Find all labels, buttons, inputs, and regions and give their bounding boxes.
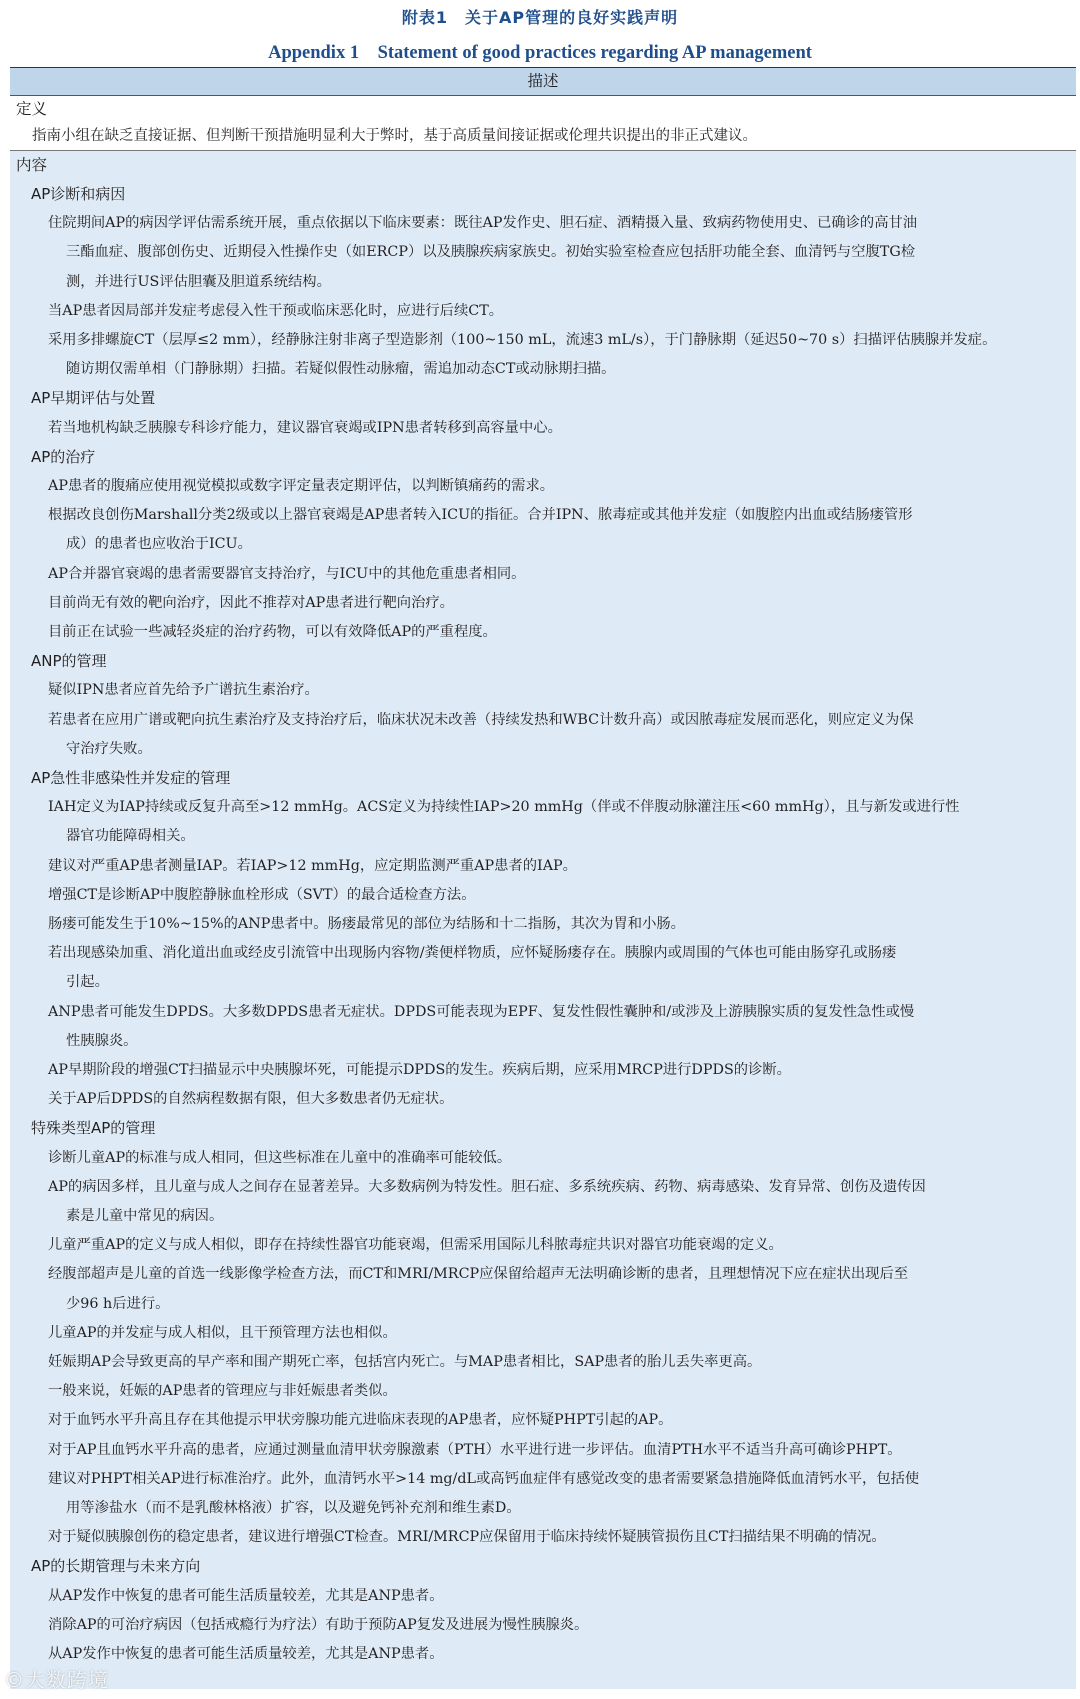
statement-line: 采用多排螺旋CT（层厚≤2 mm），经静脉注射非离子型造影剂（100~150 mL，流速3 mL/s），于门静脉期（延迟50~70 s）扫描评估胰腺并发症。 xyxy=(48,332,997,348)
section-title: AP诊断和病因 xyxy=(31,185,126,203)
practice-statement xyxy=(10,1640,1076,1669)
statement-line: 从AP发作中恢复的患者可能生活质量较差，尤其是ANP患者。 xyxy=(48,1587,444,1604)
statement-line: AP合并器官衰竭的患者需要器官支持治疗，与ICU中的其他危重患者相同。 xyxy=(48,565,526,582)
definition-label: 定义 xyxy=(16,100,48,118)
practice-statement xyxy=(10,881,1076,910)
table-header: 描述 xyxy=(10,68,1076,96)
section-title: AP的治疗 xyxy=(31,447,96,466)
practice-statement xyxy=(10,1465,1076,1523)
practice-statement xyxy=(10,1056,1076,1085)
statement-line: 目前尚无有效的靶向治疗，因此不推荐对AP患者进行靶向治疗。 xyxy=(48,594,454,611)
practice-statement xyxy=(10,1231,1076,1260)
content-section xyxy=(10,647,1076,764)
statement-line: 根据改良创伤Marshall分类2级或以上器官衰竭是AP患者转入ICU的指征。合并IPN、脓毒症或其他并发症（如腹腔内出血或结肠瘘管形 xyxy=(48,507,913,524)
statement-line: 儿童AP的并发症与成人相似，且干预管理方法也相似。 xyxy=(48,1324,397,1341)
statement-line: 若患者在应用广谱或靶向抗生素治疗及支持治疗后，临床状况未改善（持续发热和WBC计数升高）或因脓毒症发展而恶化，则应定义为保 xyxy=(48,711,914,728)
statement-line: 儿童严重AP的定义与成人相似，即存在持续性器官功能衰竭，但需采用国际儿科脓毒症共识对器官功能衰竭的定义。 xyxy=(48,1237,783,1254)
statement-line: 妊娠期AP会导致更高的早产率和围产期死亡率，包括宫内死亡。与MAP患者相比，SAP患者的胎儿丢失率更高。 xyxy=(48,1354,762,1371)
section-title: ANP的管理 xyxy=(31,652,107,671)
practice-statement xyxy=(10,472,1076,501)
statement-line: 对于疑似胰腺创伤的稳定患者，建议进行增强CT检查。MRI/MRCP应保留用于临床持续怀疑胰管损伤且CT扫描结果不明确的情况。 xyxy=(48,1529,886,1546)
statement-line: 目前正在试验一些减轻炎症的治疗药物，可以有效降低AP的严重程度。 xyxy=(48,624,497,640)
content-sections xyxy=(10,180,1076,1669)
statement-line: 少96 h后进行。 xyxy=(66,1295,170,1312)
statement-line: 疑似IPN患者应首先给予广谱抗生素治疗。 xyxy=(48,682,319,699)
practice-statement xyxy=(10,1436,1076,1465)
content-section xyxy=(10,180,1076,384)
statement-line: 成）的患者也应收治于ICU。 xyxy=(66,536,252,553)
statement-line: 增强CT是诊断AP中腹腔静脉血栓形成（SVT）的最合适检查方法。 xyxy=(48,886,476,903)
statement-line: 建议对严重AP患者测量IAP。若IAP>12 mmHg，应定期监测严重AP患者的IAP。 xyxy=(48,857,577,874)
practice-statement xyxy=(10,560,1076,589)
practice-statement xyxy=(10,414,1076,443)
practice-statement xyxy=(10,618,1076,647)
statement-line: 经腹部超声是儿童的首选一线影像学检查方法，而CT和MRI/MRCP应保留给超声无法明确诊断的患者，且理想情况下应在症状出现后至 xyxy=(48,1266,909,1283)
statement-line: 诊断儿童AP的标准与成人相同，但这些标准在儿童中的准确率可能较低。 xyxy=(48,1149,512,1166)
content-section xyxy=(10,1114,1076,1552)
practice-statement xyxy=(10,676,1076,705)
practice-statement xyxy=(10,706,1076,764)
content-block xyxy=(10,151,1076,1689)
statement-line: 器官功能障碍相关。 xyxy=(66,828,195,845)
content-section xyxy=(10,1552,1076,1669)
statement-line: AP的病因多样，且儿童与成人之间存在显著差异。大多数病例为特发性。胆石症、多系统疾病、药物、病毒感染、发育异常、创伤及遗传因 xyxy=(48,1178,926,1195)
statement-line: AP患者的腹痛应使用视觉模拟或数字评定量表定期评估，以判断镇痛药的需求。 xyxy=(48,477,555,494)
practice-statement xyxy=(10,501,1076,559)
practice-statement xyxy=(10,998,1076,1056)
statement-line: 引起。 xyxy=(66,974,109,991)
practice-statement xyxy=(10,1582,1076,1611)
statement-line: IAH定义为IAP持续或反复升高至>12 mmHg。ACS定义为持续性IAP>20 mmHg（伴或不伴腹动脉灌注压<60 mmHg），且与新发或进行性 xyxy=(48,799,960,816)
statement-line: 对于血钙水平升高且存在其他提示甲状旁腺功能亢进临床表现的AP患者，应怀疑PHPT引起的AP。 xyxy=(48,1412,673,1429)
practice-statement xyxy=(10,939,1076,997)
practice-statement xyxy=(10,1173,1076,1231)
content-section xyxy=(10,443,1076,647)
practice-statement xyxy=(10,297,1076,326)
practice-statement xyxy=(10,589,1076,618)
good-practice-table xyxy=(10,67,1076,1688)
practice-statement xyxy=(10,1611,1076,1640)
statement-line: 若出现感染加重、消化道出血或经皮引流管中出现肠内容物/粪便样物质，应怀疑肠瘘存在。胰腺内或周围的气体也可能由肠穿孔或肠瘘 xyxy=(48,945,897,962)
practice-statement xyxy=(10,852,1076,881)
practice-statement xyxy=(10,1406,1076,1435)
statement-line: 测，并进行US评估胆囊及胆道系统结构。 xyxy=(66,273,331,290)
statement-line: 用等渗盐水（而不是乳酸林格液）扩容，以及避免钙补充剂和维生素D。 xyxy=(66,1500,521,1517)
practice-statement xyxy=(10,1144,1076,1173)
content-section xyxy=(10,764,1076,1114)
statement-line: 随访期仅需单相（门静脉期）扫描。若疑似假性动脉瘤，需追加动态CT或动脉期扫描。 xyxy=(66,361,616,378)
practice-statement xyxy=(10,1319,1076,1348)
section-title: AP早期评估与处置 xyxy=(31,389,156,408)
practice-statement xyxy=(10,326,1076,384)
watermark-logo: ©大数跨境 xyxy=(4,1668,109,1692)
definition-text: 指南小组在缺乏直接证据、但判断干预措施明显利大于弊时，基于高质量间接证据或伦理共识提出的非正式建议。 xyxy=(10,123,1076,151)
statement-line: AP早期阶段的增强CT扫描显示中央胰腺坏死，可能提示DPDS的发生。疾病后期，应采用MRCP进行DPDS的诊断。 xyxy=(48,1062,791,1079)
statement-line: 若当地机构缺乏胰腺专科诊疗能力，建议器官衰竭或IPN患者转移到高容量中心。 xyxy=(48,419,562,436)
practice-statement xyxy=(10,1523,1076,1552)
practice-statement xyxy=(10,209,1076,297)
statement-line: 建议对PHPT相关AP进行标准治疗。此外，血清钙水平>14 mg/dL或高钙血症伴有感觉改变的患者需要紧急措施降低血清钙水平，包括使 xyxy=(48,1470,920,1487)
statement-line: 当AP患者因局部并发症考虑侵入性干预或临床恶化时，应进行后续CT。 xyxy=(48,302,504,319)
practice-statement xyxy=(10,1085,1076,1114)
content-section xyxy=(10,384,1076,442)
statement-line: 一般来说，妊娠的AP患者的管理应与非妊娠患者类似。 xyxy=(48,1383,397,1400)
practice-statement xyxy=(10,1348,1076,1377)
section-title: AP的长期管理与未来方向 xyxy=(31,1557,201,1576)
statement-line: 对于AP且血钙水平升高的患者，应通过测量血清甲状旁腺激素（PTH）水平进行进一步评估。血清PTH水平不适当升高可确诊PHPT。 xyxy=(48,1441,902,1458)
statement-line: 素是儿童中常见的病因。 xyxy=(66,1208,224,1225)
statement-line: 住院期间AP的病因学评估需系统开展，重点依据以下临床要素：既往AP发作史、胆石症、酒精摄入量、致病药物使用史、已确诊的高甘油 xyxy=(48,215,918,232)
practice-statement xyxy=(10,1377,1076,1406)
statement-line: ANP患者可能发生DPDS。大多数DPDS患者无症状。DPDS可能表现为EPF、复发性假性囊肿和/或涉及上游胰腺实质的复发性急性或慢 xyxy=(48,1003,915,1020)
practice-statement xyxy=(10,910,1076,939)
statement-line: 肠瘘可能发生于10%~15%的ANP患者中。肠瘘最常见的部位为结肠和十二指肠，其次为胃和小肠。 xyxy=(48,916,685,932)
statement-line: 消除AP的可治疗病因（包括戒瘾行为疗法）有助于预防AP复发及进展为慢性胰腺炎。 xyxy=(48,1616,589,1633)
section-title: AP急性非感染性并发症的管理 xyxy=(31,769,231,787)
practice-statement xyxy=(10,793,1076,851)
table-title-chinese: 附表1 关于AP管理的良好实践声明 xyxy=(401,8,679,27)
practice-statement xyxy=(10,1260,1076,1318)
statement-line: 性胰腺炎。 xyxy=(66,1032,138,1049)
statement-line: 三酯血症、腹部创伤史、近期侵入性操作史（如ERCP）以及胰腺疾病家族史。初始实验室检查应包括肝功能全套、血清钙与空腹TG检 xyxy=(66,244,916,261)
statement-line: 守治疗失败。 xyxy=(66,740,152,757)
section-title: 特殊类型AP的管理 xyxy=(31,1119,156,1138)
statement-line: 关于AP后DPDS的自然病程数据有限，但大多数患者仍无症状。 xyxy=(48,1091,454,1108)
content-label: 内容 xyxy=(16,156,48,174)
statement-line: 从AP发作中恢复的患者可能生活质量较差，尤其是ANP患者。 xyxy=(48,1646,444,1663)
table-title-english: Appendix 1 Statement of good practices regarding AP management xyxy=(268,43,812,63)
